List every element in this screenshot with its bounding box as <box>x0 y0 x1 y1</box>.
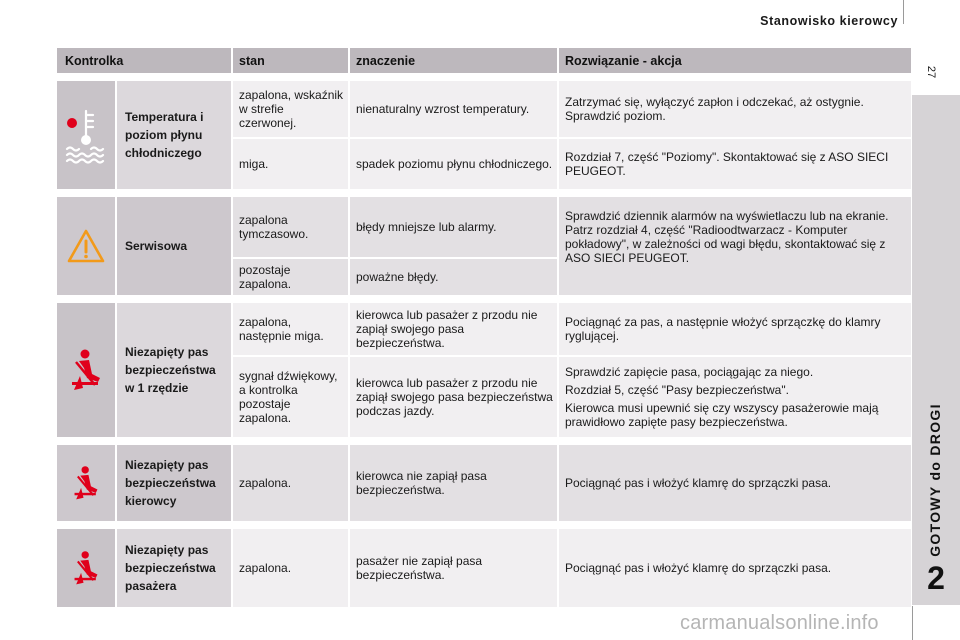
seatbelt-icon-cell <box>57 303 115 437</box>
service-meaning-2: poważne błędy. <box>350 259 557 295</box>
action-line: Kierowca musi upewnić się czy wszyscy pasażerowie mają prawidłowo zapięte pasy bezpieczeństwa. <box>565 401 879 429</box>
service-warning-icon <box>66 228 106 264</box>
column-header-kontrolka: Kontrolka <box>57 48 231 73</box>
coolant-icon-cell <box>57 81 115 189</box>
coolant-meaning-1: nienaturalny wzrost temperatury. <box>350 81 557 137</box>
seatbelt-passenger-state: zapalona. <box>233 529 348 607</box>
row-gap <box>57 439 911 443</box>
coolant-meaning-2: spadek poziomu płynu chłodniczego. <box>350 139 557 189</box>
seatbelt-driver-label: Niezapięty pas bezpieczeństwa kierowcy <box>117 445 231 521</box>
seatbelt-passenger-meaning: pasażer nie zapiął pasa bezpieczeństwa. <box>350 529 557 607</box>
column-header-akcja: Rozwiązanie - akcja <box>559 48 911 73</box>
seatbelt-passenger-label: Niezapięty pas bezpieczeństwa pasażera <box>117 529 231 607</box>
seatbelt-driver-icon <box>71 465 101 501</box>
coolant-label: Temperatura i poziom płynu chłodniczego <box>117 81 231 189</box>
coolant-state-2: miga. <box>233 139 348 189</box>
seatbelt-driver-icon-cell <box>57 445 115 521</box>
seatbelt-driver-meaning: kierowca nie zapiął pasa bezpieczeństwa. <box>350 445 557 521</box>
row-gap <box>57 191 911 195</box>
service-state-2: pozostaje zapalona. <box>233 259 348 295</box>
action-line: Rozdział 5, część "Pasy bezpieczeństwa". <box>565 383 789 397</box>
row-gap <box>57 523 911 527</box>
seatbelt-passenger-icon <box>71 550 101 586</box>
column-header-znaczenie: znaczenie <box>350 48 557 73</box>
chapter-number: 2 <box>927 560 945 596</box>
service-state-1: zapalona tymczasowo. <box>233 197 348 257</box>
header-divider <box>903 0 904 24</box>
page-number: 27 <box>925 65 938 79</box>
seatbelt-passenger-action: Pociągnąć pas i włożyć klamrę do sprzączki pasa. <box>559 529 911 607</box>
row-gap <box>57 75 911 79</box>
action-line: Sprawdzić zapięcie pasa, pociągając za niego. <box>565 365 814 379</box>
watermark: carmanualsonline.info <box>680 612 879 634</box>
seatbelt-row1-state-1: zapalona, następnie miga. <box>233 303 348 355</box>
coolant-action-2: Rozdział 7, część "Poziomy". Skontaktować się z ASO SIECI PEUGEOT. <box>559 139 911 189</box>
seatbelt-row1-meaning-1: kierowca lub pasażer z przodu nie zapiął swojego pasa bezpieczeństwa. <box>350 303 557 355</box>
service-label: Serwisowa <box>117 197 231 295</box>
service-icon-cell <box>57 197 115 295</box>
seatbelt-icon <box>68 348 104 392</box>
coolant-action-1: Zatrzymać się, wyłączyć zapłon i odczekać, aż ostygnie. Sprawdzić poziom. <box>559 81 911 137</box>
coolant-temperature-icon <box>63 105 109 165</box>
seatbelt-row1-meaning-2: kierowca lub pasażer z przodu nie zapiął swojego pasa bezpieczeństwa podczas jazdy. <box>350 357 557 437</box>
seatbelt-row1-label: Niezapięty pas bezpieczeństwa w 1 rzędzie <box>117 303 231 437</box>
column-header-stan: stan <box>233 48 348 73</box>
row-gap <box>57 297 911 301</box>
service-meaning-1: błędy mniejsze lub alarmy. <box>350 197 557 257</box>
service-action: Sprawdzić dziennik alarmów na wyświetlaczu lub na ekranie. Patrz rozdział 4, część "Radioodtwarzacz - Komputer pokładowy", w zależności od wagi błędu, skontaktować się z ASO SIECI PEUGEOT. <box>559 197 911 295</box>
seatbelt-driver-state: zapalona. <box>233 445 348 521</box>
seatbelt-passenger-icon-cell <box>57 529 115 607</box>
coolant-state-1: zapalona, wskaźnik w strefie czerwonej. <box>233 81 348 137</box>
seatbelt-row1-state-2: sygnał dźwiękowy, a kontrolka pozostaje zapalona. <box>233 357 348 437</box>
page-header-title: Stanowisko kierowcy <box>760 14 898 28</box>
seatbelt-row1-action-1: Pociągnąć za pas, a następnie włożyć sprzączkę do klamry ryglującej. <box>559 303 911 355</box>
warning-lights-table <box>57 48 903 607</box>
seatbelt-driver-action: Pociągnąć pas i włożyć klamrę do sprzączki pasa. <box>559 445 911 521</box>
seatbelt-row1-action-2 <box>559 357 911 437</box>
side-divider <box>912 606 913 640</box>
